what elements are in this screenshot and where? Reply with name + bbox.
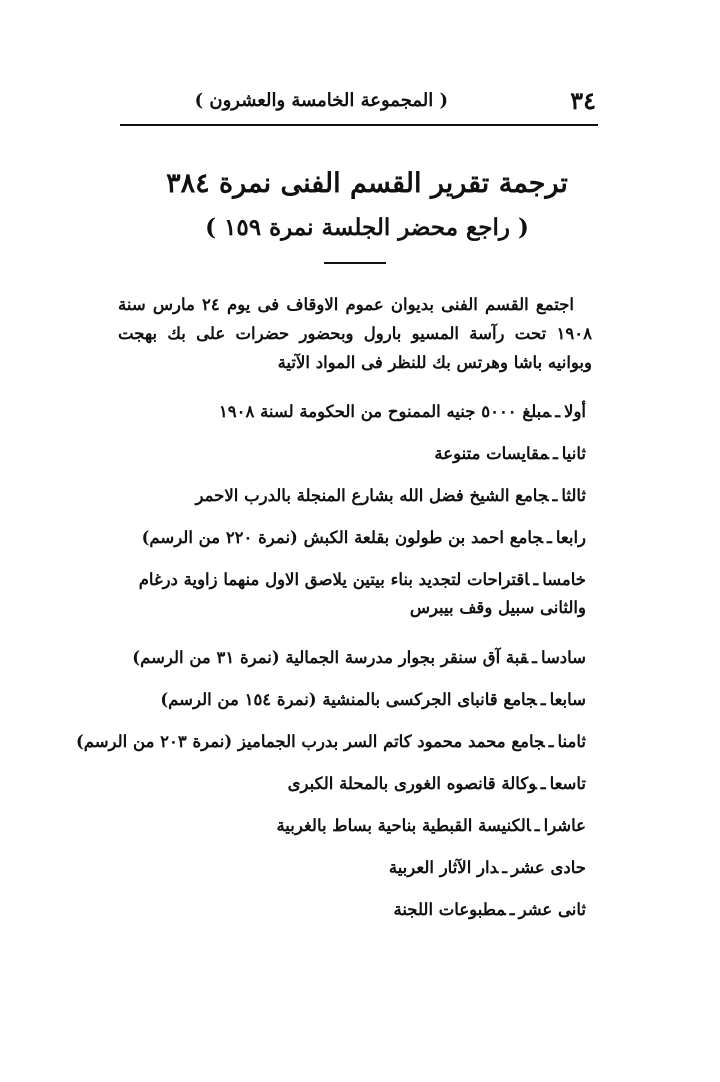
report-subtitle: ( راجع محضر الجلسة نمرة ١٥٩ ) — [205, 214, 529, 241]
intro-paragraph — [118, 290, 592, 377]
item-dash: ـ — [533, 570, 539, 589]
agenda-item — [110, 524, 586, 552]
agenda-item — [110, 854, 586, 882]
item-dash: ـ — [552, 444, 558, 463]
item-dash: ـ — [540, 690, 546, 709]
agenda-item — [110, 896, 586, 924]
item-dash: ـ — [547, 528, 552, 547]
item-ordinal: رابعا — [555, 528, 586, 547]
header-rule — [120, 124, 598, 126]
item-ordinal: ثانيا — [561, 444, 586, 463]
item-text: الكنيسة القبطية بناحية بساط بالغربية — [276, 816, 531, 835]
item-text: جامع محمد محمود كاتم السر بدرب الجماميز (نمرة ٢٠٣ من الرسم) — [75, 732, 545, 751]
agenda-item — [110, 812, 586, 840]
agenda-item — [110, 566, 586, 622]
report-title: ترجمة تقرير القسم الفنى نمرة ٣٨٤ — [166, 168, 568, 199]
item-dash: ـ — [540, 774, 546, 793]
item-ordinal: حادى عشر — [511, 858, 586, 877]
item-text: جامع الشيخ فضل الله بشارع المنجلة بالدرب الاحمر — [195, 486, 549, 505]
agenda-item — [75, 728, 586, 756]
intro-text: اجتمع القسم الفنى بديوان عموم الاوقاف فى يوم ٢٤ مارس سنة ١٩٠٨ تحت رآسة المسيو بارول وبحضور حضرات على بك بهجت وبوانيه باشا وهرتس بك للنظر فى المواد الآتية — [118, 295, 592, 372]
item-text: دار الآثار العربية — [388, 858, 499, 877]
item-ordinal: سادسا — [540, 648, 586, 667]
item-text: قبة آق سنقر بجوار مدرسة الجمالية (نمرة ٣١ من الرسم) — [132, 648, 529, 667]
item-ordinal: عاشرا — [543, 816, 586, 835]
item-text: مطبوعات اللجنة — [393, 900, 506, 919]
running-title: ( المجموعة الخامسة والعشرون ) — [194, 90, 448, 111]
page-header — [118, 86, 596, 126]
item-ordinal: ثامنا — [557, 732, 586, 751]
item-dash: ـ — [552, 486, 558, 505]
item-text: جامع احمد بن طولون بقلعة الكبش (نمرة ٢٢٠ من الرسم) — [141, 528, 544, 547]
item-dash: ـ — [548, 732, 554, 751]
item-text: جامع قانباى الجركسى بالمنشية (نمرة ١٥٤ من الرسم) — [160, 690, 537, 709]
title-divider — [324, 262, 386, 264]
item-ordinal: خامسا — [542, 570, 586, 589]
page-number: ٣٤ — [570, 86, 596, 115]
item-text: اقتراحات لتجديد بناء بيتين يلاصق الاول منهما زاوية درغام والثانى سبيل وقف بيبرس — [138, 570, 586, 617]
item-text: مقايسات متنوعة — [434, 444, 549, 463]
agenda-item — [110, 440, 586, 468]
item-dash: ـ — [532, 648, 537, 667]
item-dash: ـ — [509, 900, 515, 919]
agenda-item — [110, 398, 586, 426]
agenda-item — [110, 686, 586, 714]
item-dash: ـ — [555, 402, 561, 421]
agenda-item — [110, 482, 586, 510]
item-dash: ـ — [534, 816, 540, 835]
agenda-item — [110, 644, 586, 672]
item-ordinal: ثالثا — [561, 486, 586, 505]
item-text: وكالة قانصوه الغورى بالمحلة الكبرى — [287, 774, 537, 793]
item-ordinal: سابعا — [549, 690, 586, 709]
item-ordinal: ثانى عشر — [518, 900, 586, 919]
item-ordinal: تاسعا — [549, 774, 586, 793]
item-text: مبلغ ٥٠٠٠ جنيه الممنوح من الحكومة لسنة ١٩٠٨ — [218, 402, 552, 421]
agenda-item — [110, 770, 586, 798]
item-dash: ـ — [502, 858, 508, 877]
item-ordinal: أولا — [564, 402, 586, 421]
